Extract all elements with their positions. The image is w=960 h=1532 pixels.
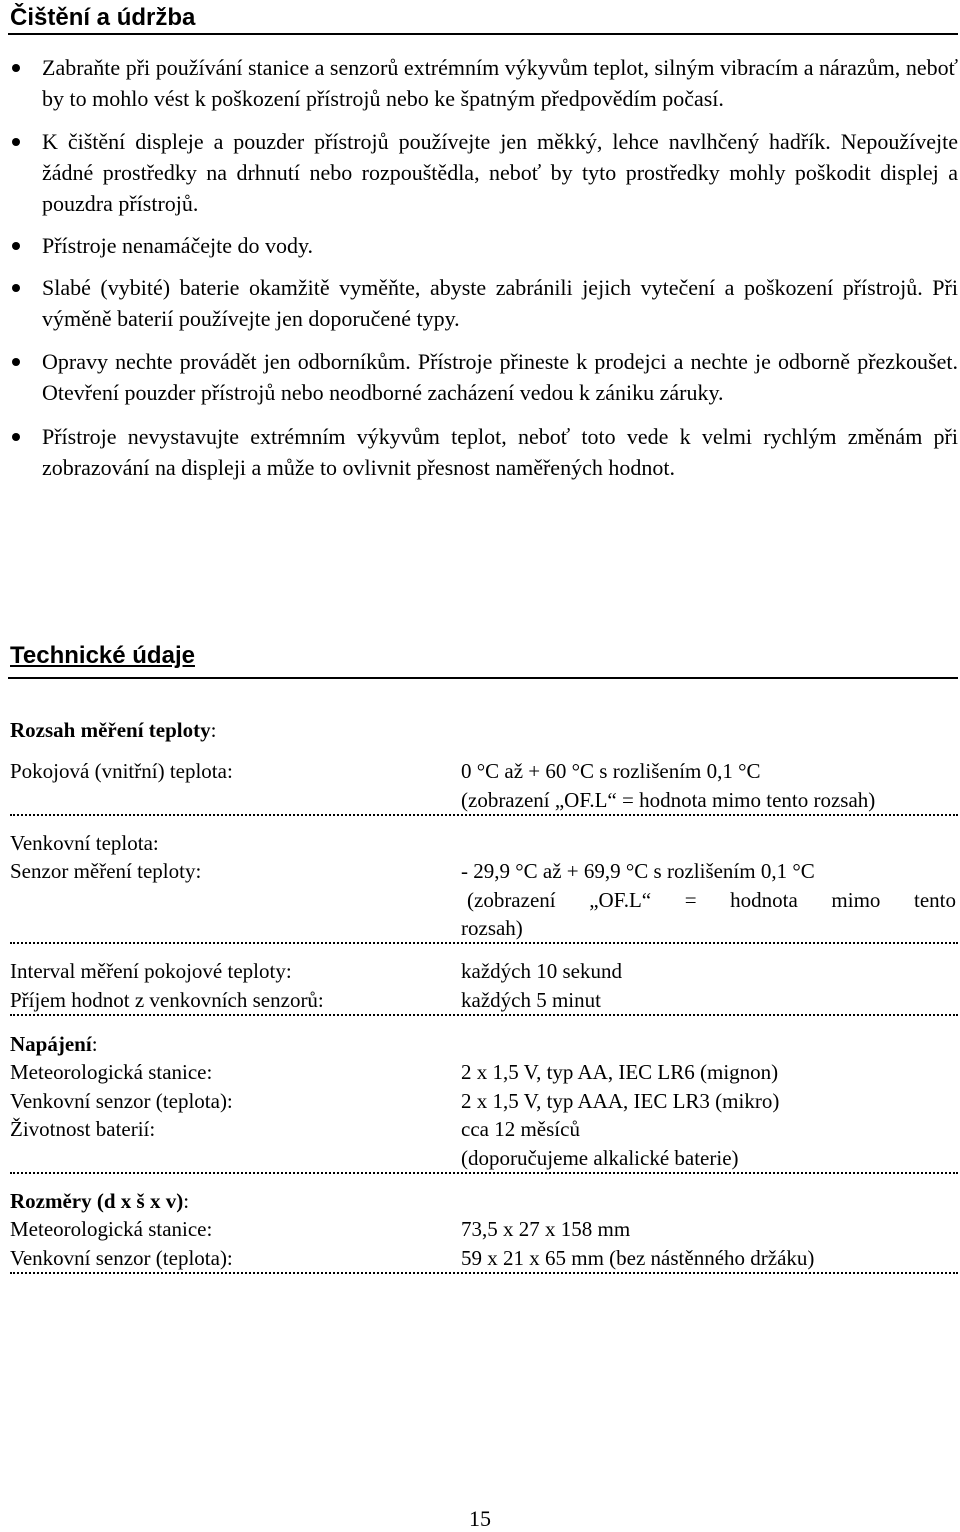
dotted-separator [10,942,958,944]
spec-value: rozsah) [461,916,523,940]
spec-label: Venkovní teplota: [10,831,159,855]
dotted-separator [10,1014,958,1016]
cleaning-bullet-list [0,52,960,483]
bullet-item [0,272,960,334]
page-number: 15 [469,1506,491,1531]
bullet-dot-icon [12,358,20,366]
bullet-dot-icon [12,242,20,250]
spec-label: Meteorologická stanice: [10,1217,213,1241]
spec-value: 2 x 1,5 V, typ AA, IEC LR6 (mignon) [461,1060,779,1084]
power-heading: Napájení [10,1032,92,1056]
dotted-separator [10,1272,958,1274]
bullet-dot-icon [12,64,20,72]
spec-value: (zobrazení „OF.L“ = hodnota mimo tento [467,888,956,912]
spec-label: Venkovní senzor (teplota): [10,1246,233,1270]
spec-label: Životnost baterií: [10,1117,156,1141]
spec-value: každých 10 sekund [461,959,622,983]
spec-label: Senzor měření teploty: [10,859,202,883]
spec-heading: Napájení: [10,1032,98,1056]
bullet-text: Přístroje nevystavujte extrémním výkyvům teplot, neboť toto vede k velmi rychlým změnám při zobrazování na displeji a může to ovlivnit přesnost naměřených hodnot. [42,424,958,480]
bullet-item [0,52,960,114]
dotted-separator [10,814,958,816]
bullet-dot-icon [12,138,20,146]
spec-value: každých 5 minut [461,988,601,1012]
spec-value: 73,5 x 27 x 158 mm [461,1217,631,1241]
bullet-dot-icon [12,433,20,441]
spec-value: 0 °C až + 60 °C s rozlišením 0,1 °C [461,759,761,783]
bullet-text: Slabé (vybité) baterie okamžitě vyměňte, abyste zabránili jejich vytečení a poškození přístrojů. Při výměně baterií používejte jen doporučené typy. [42,275,958,331]
section-title-cleaning: Čištění a údržba [10,4,196,31]
spec-heading: Rozsah měření teploty: [10,718,217,742]
spec-label: Meteorologická stanice: [10,1060,213,1084]
spec-label: Interval měření pokojové teploty: [10,959,292,983]
bullet-text: Přístroje nenamáčejte do vody. [42,233,314,258]
section-rule [8,677,958,679]
spec-heading: Rozměry (d x š x v): [10,1189,190,1213]
spec-value: 59 x 21 x 65 mm (bez nástěnného držáku) [461,1246,815,1270]
bullet-item [0,421,960,483]
spec-value: 2 x 1,5 V, typ AAA, IEC LR3 (mikro) [461,1089,780,1113]
bullet-item [0,346,960,408]
spec-label: Venkovní senzor (teplota): [10,1089,233,1113]
bullet-item [0,230,960,261]
spec-value: cca 12 měsíců [461,1117,580,1141]
dimensions-heading: Rozměry (d x š x v) [10,1189,184,1213]
spec-value: (zobrazení „OF.L“ = hodnota mimo tento rozsah) [461,788,876,812]
spec-value: (doporučujeme alkalické baterie) [461,1146,739,1170]
spec-label: Příjem hodnot z venkovních senzorů: [10,988,324,1012]
section-rule [8,33,958,35]
bullet-text: Zabraňte při používání stanice a senzorů extrémním výkyvům teplot, silným vibracím a nárazům, neboť by to mohlo vést k poškození přístrojů nebo ke špatným předpovědím počasí. [42,55,958,111]
temperature-heading: Rozsah měření teploty [10,718,211,742]
bullet-text: K čištění displeje a pouzder přístrojů používejte jen měkký, lehce navlhčený hadřík. Nepoužívejte žádné prostředky na drhnutí nebo rozpouštědla, neboť by tyto prostředky mohly poškodit displej a pouzdra přístrojů. [42,129,958,216]
dotted-separator [10,1172,958,1174]
spec-label: Pokojová (vnitřní) teplota: [10,759,233,783]
bullet-text: Opravy nechte provádět jen odborníkům. Přístroje přineste k prodejci a nechte je odborně přezkoušet. Otevření pouzder přístrojů nebo neodborné zacházení vedou k zániku záruky. [42,349,958,405]
bullet-item [0,126,960,219]
section-title-specs: Technické údaje [10,642,195,669]
spec-value: - 29,9 °C až + 69,9 °C s rozlišením 0,1 °C [461,859,815,883]
bullet-dot-icon [12,284,20,292]
